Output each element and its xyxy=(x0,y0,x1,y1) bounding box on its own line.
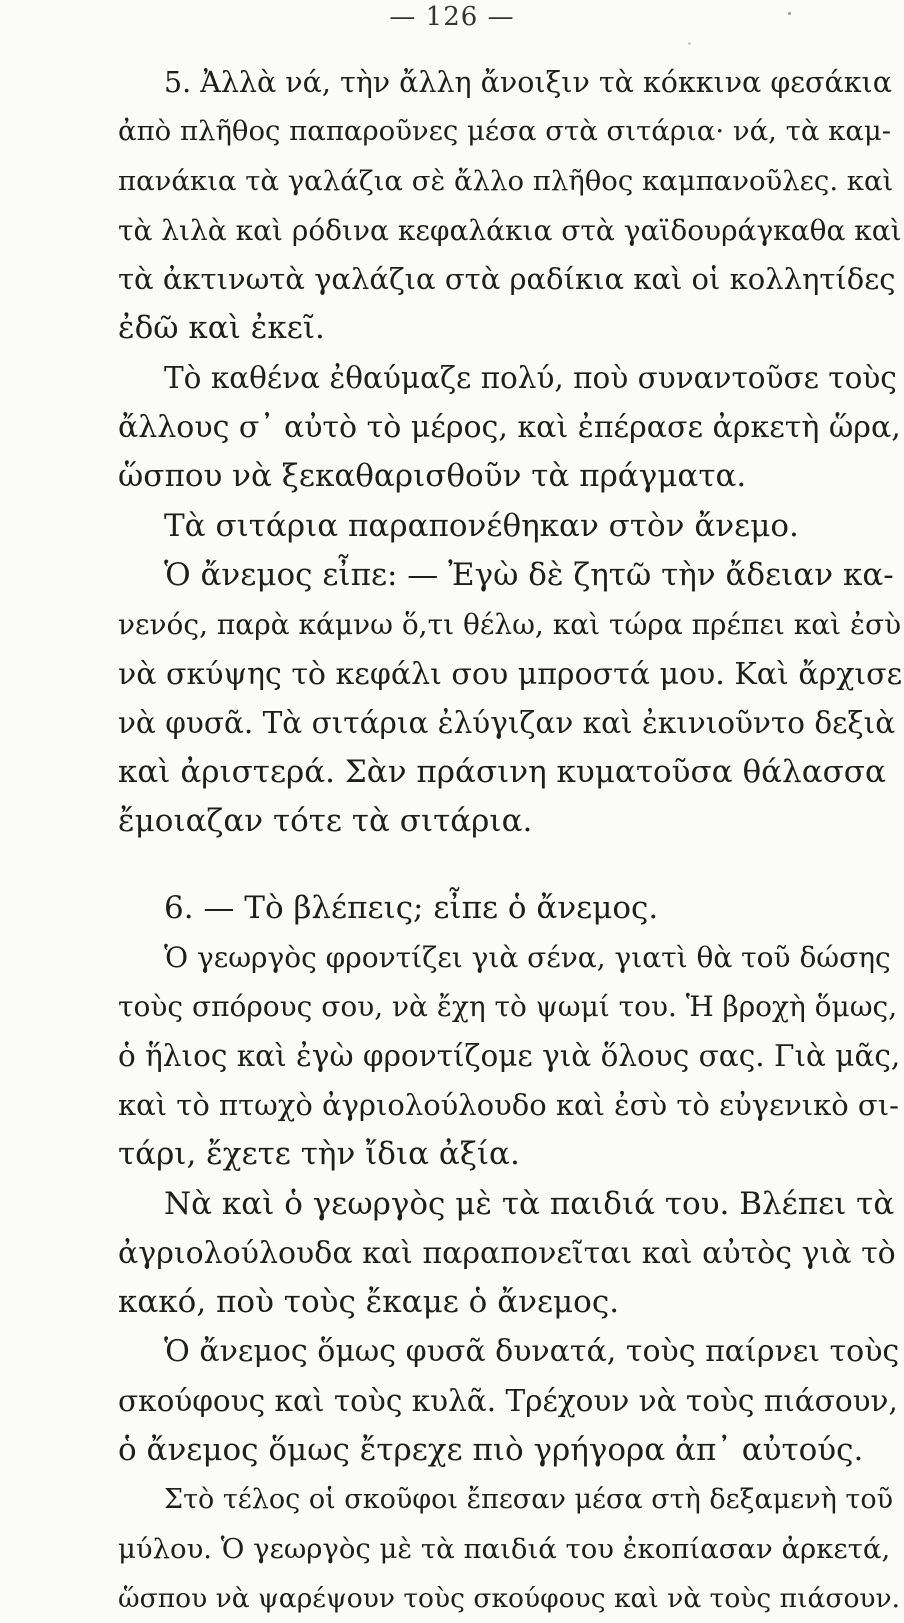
paragraph xyxy=(118,1327,902,1475)
paragraph xyxy=(118,933,902,1179)
text-line: τὰ ἀκτινωτὰ γαλάζια στὰ ραδίκια καὶ οἱ κολλητίδες xyxy=(118,262,896,297)
paper-speck xyxy=(688,42,691,45)
text-line: Ὁ ἄνεμος ὅμως φυσᾶ δυνατά, τοὺς παίρνει τοὺς xyxy=(164,1334,900,1370)
text-line: 6. — Τὸ βλέπεις; εἶπε ὁ ἄνεμος. xyxy=(164,889,659,926)
paragraph xyxy=(118,1180,902,1328)
text-line: Νὰ καὶ ὁ γεωργὸς μὲ τὰ παιδιά του. Βλέπει τὰ xyxy=(164,1185,895,1222)
page-body xyxy=(118,58,902,1623)
text-line: τοὺς σπόρους σου, νὰ ἔχη τὸ ψωμί του. Ἡ βροχὴ ὅμως, xyxy=(118,990,898,1024)
paragraph xyxy=(118,551,902,847)
text-line: σκούφους καὶ τοὺς κυλᾶ. Τρέχουν νὰ τοὺς πιάσουν, xyxy=(118,1383,898,1418)
text-line: Στὸ τέλος οἱ σκοῦφοι ἔπεσαν μέσα στὴ δεξαμενὴ τοῦ xyxy=(164,1484,894,1516)
paragraph xyxy=(118,502,902,551)
text-line: νενός, παρὰ κάμνω ὅ,τι θέλω, καὶ τώρα πρέπει καὶ ἐσὺ xyxy=(118,608,902,642)
text-line: ἀγριολούλουδα καὶ παραπονεῖται καὶ αὐτὸς γιὰ τὸ xyxy=(118,1235,896,1271)
text-line: Τὸ καθένα ἐθαύμαζε πολύ, ποὺ συναντοῦσε τοὺς xyxy=(164,360,897,395)
text-line: μύλου. Ὁ γεωργὸς μὲ τὰ παιδιά του ἐκοπίασαν ἀρκετά, xyxy=(118,1532,891,1565)
text-line: τάρι, ἔχετε τὴν ἴδια ἀξία. xyxy=(118,1136,520,1173)
text-line: 5. Ἀλλὰ νά, τὴν ἄλλη ἄνοιξιν τὰ κόκκινα φεσάκια xyxy=(164,66,892,99)
text-line: ἀπὸ πλῆθος παπαροῦνες μέσα στὰ σιτάρια· νά, τὰ καμ- xyxy=(118,115,892,148)
text-line: ἔμοιαζαν τότε τὰ σιτάρια. xyxy=(118,803,533,840)
paper-speck xyxy=(788,12,791,15)
paragraph xyxy=(118,884,902,933)
text-line: καὶ ἀριστερά. Σὰν πράσινη κυματοῦσα θάλασσα xyxy=(118,754,886,791)
paragraph xyxy=(118,354,902,502)
section-6 xyxy=(118,884,902,1623)
text-line: νὰ φυσᾶ. Τὰ σιτάρια ἐλύγιζαν καὶ ἐκινιοῦντο δεξιὰ xyxy=(118,705,896,740)
section-break xyxy=(118,847,902,884)
text-line: ὁ ἥλιος καὶ ἐγὼ φροντίζομε γιὰ ὅλους σας. Γιὰ μᾶς, xyxy=(118,1038,901,1073)
text-line: πανάκια τὰ γαλάζια σὲ ἄλλο πλῆθος καμπανοῦλες. καὶ xyxy=(118,164,894,197)
text-line: τὰ λιλὰ καὶ ρόδινα κεφαλάκια στὰ γαϊδουράγκαθα καὶ xyxy=(118,213,902,247)
text-line: καὶ τὸ πτωχὸ ἀγριολούλουδο καὶ ἐσὺ τὸ εὐγενικὸ σι- xyxy=(118,1087,899,1122)
text-line: ὁ ἄνεμος ὅμως ἔτρεχε πιὸ γρήγορα ἀπ᾽ αὐτούς. xyxy=(118,1432,864,1469)
text-line: Ὁ γεωργὸς φροντίζει γιὰ σένα, γιατὶ θὰ τοῦ δώσης xyxy=(164,941,891,975)
page-number: — 126 — xyxy=(389,2,515,32)
text-line: κακό, ποὺ τοὺς ἔκαμε ὁ ἄνεμος. xyxy=(118,1284,620,1321)
text-line: ἄλλους σ᾽ αὐτὸ τὸ μέρος, καὶ ἐπέρασε ἀρκετὴ ὥρα, xyxy=(118,410,901,446)
paragraph xyxy=(118,58,902,354)
text-line: Τὰ σιτάρια παραπονέθηκαν στὸν ἄνεμο. xyxy=(164,507,799,544)
text-line: ὥσπου νὰ ψαρέψουν τοὺς σκούφους καὶ νὰ τοὺς πιάσουν. xyxy=(118,1582,901,1614)
paragraph xyxy=(118,1475,902,1623)
text-line: νὰ σκύψης τὸ κεφάλι σου μπροστά μου. Καὶ ἄρχισε xyxy=(118,656,902,692)
text-line: ἐδῶ καὶ ἐκεῖ. xyxy=(118,310,325,347)
text-line: Ὁ ἄνεμος εἶπε: — Ἐγὼ δὲ ζητῶ τὴν ἄδειαν κα- xyxy=(164,556,894,593)
section-5 xyxy=(118,58,902,847)
text-line: ὥσπου νὰ ξεκαθαρισθοῦν τὰ πράγματα. xyxy=(118,458,747,495)
